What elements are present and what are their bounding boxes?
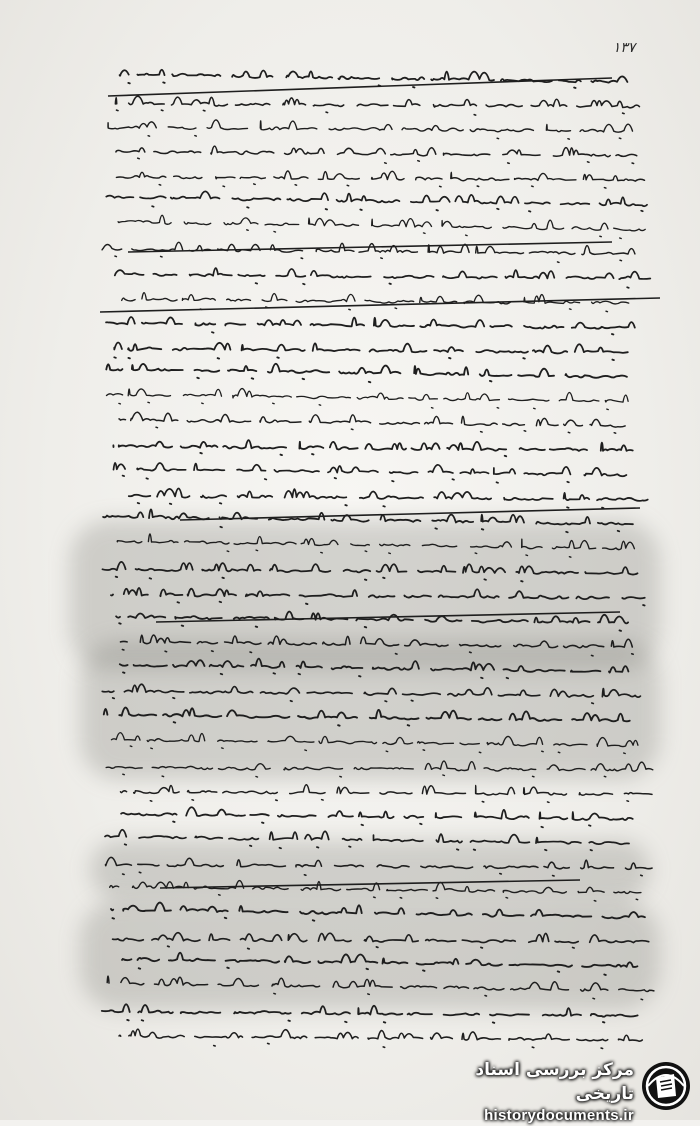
handwritten-line xyxy=(115,96,639,115)
handwritten-line xyxy=(103,562,638,582)
watermark xyxy=(420,1058,692,1124)
handwritten-line xyxy=(121,807,633,827)
handwritten-line xyxy=(106,191,647,211)
handwritten-line xyxy=(112,733,638,754)
underline xyxy=(108,78,612,96)
handwritten-line xyxy=(114,463,627,483)
handwritten-line xyxy=(103,509,633,532)
handwritten-line xyxy=(104,708,630,726)
handwritten-line xyxy=(129,489,648,509)
page-number: ۱۳۷ xyxy=(612,40,636,56)
watermark-title: مرکز بررسی اسناد تاریخی xyxy=(475,1060,634,1104)
underline xyxy=(160,880,580,888)
underline xyxy=(100,298,660,312)
handwritten-line xyxy=(117,534,634,557)
handwritten-line xyxy=(116,171,644,188)
handwritten-line xyxy=(120,70,628,88)
handwritten-line xyxy=(114,342,628,360)
handwritten-line xyxy=(118,215,645,238)
underline xyxy=(180,508,640,520)
watermark-url: historydocuments.ir xyxy=(484,1107,634,1124)
handwritten-line xyxy=(120,659,629,679)
handwritten-line xyxy=(106,761,653,777)
watermark-text xyxy=(420,1058,634,1126)
handwritten-line xyxy=(119,1029,642,1048)
handwritten-line xyxy=(106,857,653,876)
handwritten-line xyxy=(105,830,629,851)
handwritten-line xyxy=(107,389,629,410)
handwritten-line xyxy=(121,785,653,803)
handwritten-line xyxy=(116,146,637,163)
handwritten-line xyxy=(102,1004,638,1023)
handwritten-line xyxy=(106,364,627,383)
handwritten-line xyxy=(113,933,649,949)
handwritten-line xyxy=(111,588,645,606)
archive-seal-icon xyxy=(640,1060,692,1112)
handwritten-line xyxy=(107,976,654,1000)
handwritten-line xyxy=(106,317,635,334)
handwritten-line xyxy=(113,440,632,456)
handwritten-line xyxy=(115,268,651,288)
handwritten-line xyxy=(119,412,625,433)
handwritten-line xyxy=(102,684,640,703)
handwritten-line xyxy=(108,120,633,139)
handwritten-line xyxy=(111,903,645,921)
handwritten-line xyxy=(122,953,637,975)
handwritten-line xyxy=(102,242,635,262)
handwritten-line xyxy=(121,635,634,656)
